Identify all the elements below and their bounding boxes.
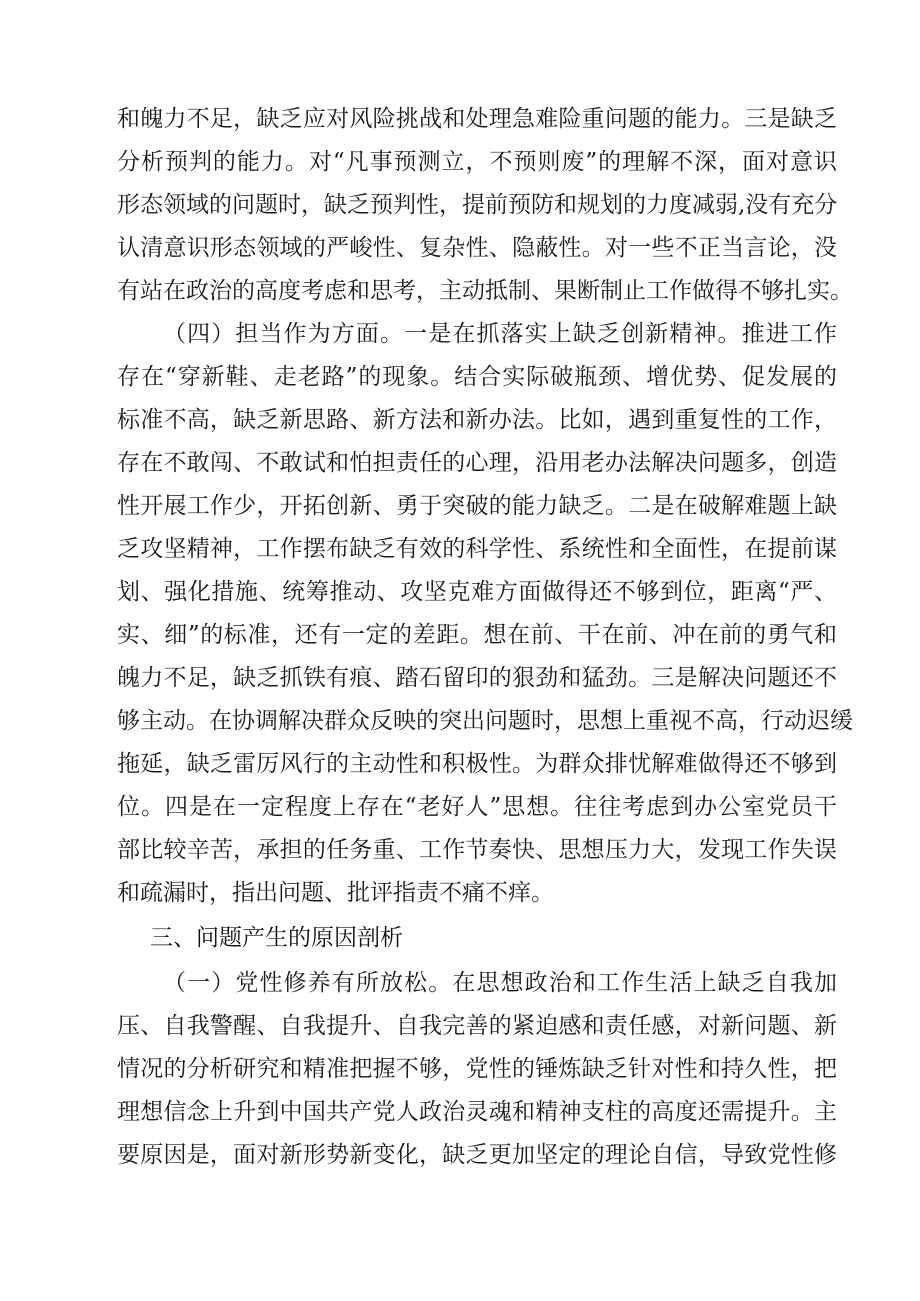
text-line: 位。四是在一定程度上存在“老好人”思想。往往考虑到办公室党员干	[117, 794, 837, 820]
text-line: 实、细”的标准，还有一定的差距。想在前、干在前、冲在前的勇气和	[117, 622, 837, 648]
text-line: 要原因是，面对新形势新变化，缺乏更加坚定的理论自信，导致党性修	[117, 1142, 837, 1168]
text-line: 形态领域的问题时，缺乏预判性，提前预防和规划的力度减弱,没有充分	[117, 192, 838, 218]
text-line: 和魄力不足，缺乏应对风险挑战和处理急难险重问题的能力。三是缺乏	[117, 106, 837, 132]
text-line: 部比较辛苦，承担的任务重、工作节奏快、思想压力大，发现工作失误	[117, 837, 837, 863]
section-heading: 三、问题产生的原因剖析	[150, 925, 403, 951]
text-line: 性开展工作少，开拓创新、勇于突破的能力缺乏。二是在破解难题上缺	[117, 493, 837, 519]
text-line: 认清意识形态领域的严峻性、复杂性、隐蔽性。对一些不正当言论，没	[117, 235, 837, 261]
paragraph-start-line: （一）党性修养有所放松。在思想政治和工作生活上缺乏自我加	[163, 970, 837, 996]
text-line: 和疏漏时，指出问题、批评指责不痛不痒。	[117, 880, 554, 906]
text-line: 乏攻坚精神，工作摆布缺乏有效的科学性、系统性和全面性，在提前谋	[117, 536, 837, 562]
paragraph-start-line: （四）担当作为方面。一是在抓落实上缺乏创新精神。推进工作	[163, 321, 837, 347]
text-line: 划、强化措施、统筹推动、攻坚克难方面做得还不够到位，距离“严、	[117, 579, 837, 605]
text-line: 有站在政治的高度考虑和思考，主动抵制、果断制止工作做得不够扎实。	[117, 278, 853, 304]
text-line: 存在不敢闯、不敢试和怕担责任的心理，沿用老办法解决问题多，创造	[117, 450, 837, 476]
text-line: 够主动。在协调解决群众反映的突出问题时，思想上重视不高，行动迟缓	[117, 708, 853, 734]
text-line: 拖延，缺乏雷厉风行的主动性和积极性。为群众排忧解难做得还不够到	[117, 751, 837, 777]
text-line: 分析预判的能力。对“凡事预测立，不预则废”的理解不深，面对意识	[117, 149, 837, 175]
text-line: 情况的分析研究和精准把握不够，党性的锤炼缺乏针对性和持久性，把	[117, 1056, 837, 1082]
text-line: 标准不高，缺乏新思路、新方法和新办法。比如，遇到重复性的工作，	[117, 407, 837, 433]
text-line: 压、自我警醒、自我提升、自我完善的紧迫感和责任感，对新问题、新	[117, 1013, 837, 1039]
text-line: 理想信念上升到中国共产党人政治灵魂和精神支柱的高度还需提升。主	[117, 1099, 837, 1125]
text-line: 魄力不足，缺乏抓铁有痕、踏石留印的狠劲和猛劲。三是解决问题还不	[117, 665, 837, 691]
text-line: 存在“穿新鞋、走老路”的现象。结合实际破瓶颈、增优势、促发展的	[117, 364, 837, 390]
